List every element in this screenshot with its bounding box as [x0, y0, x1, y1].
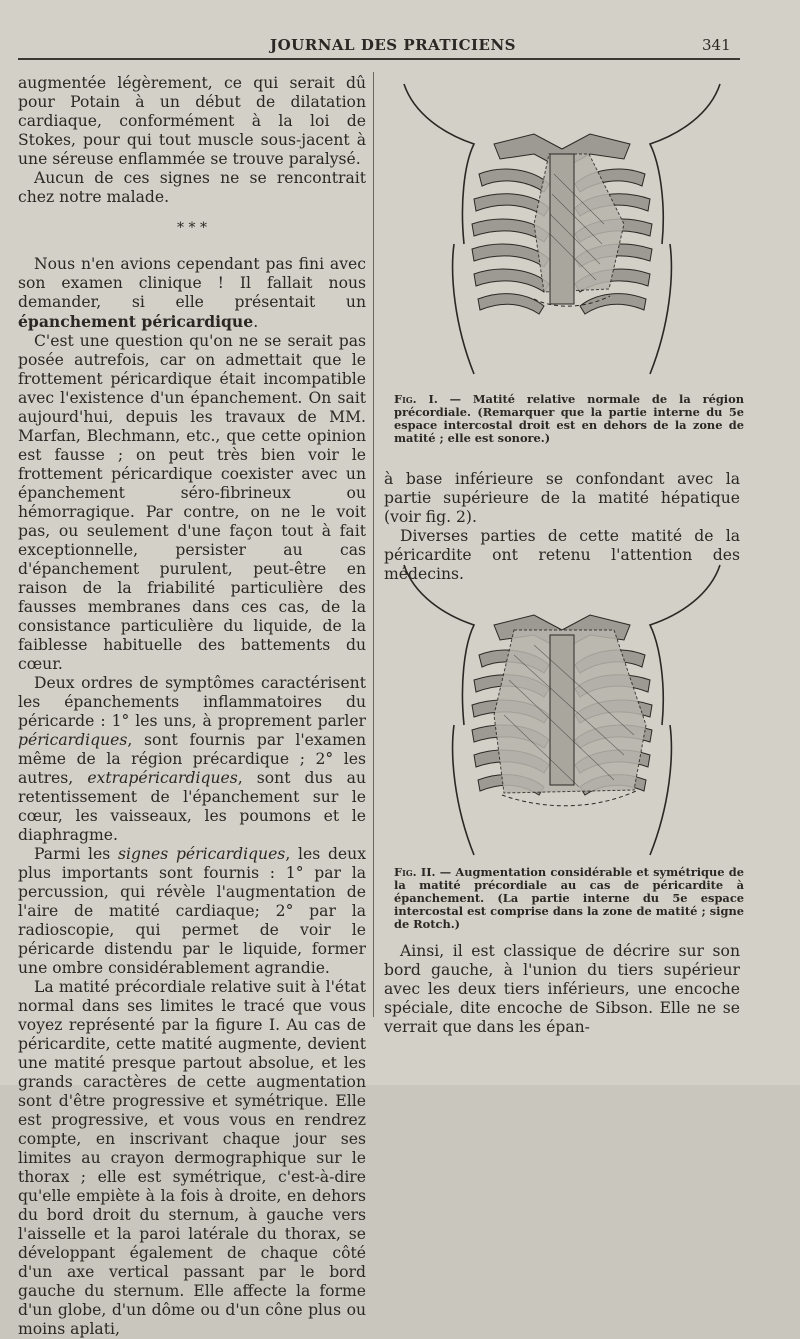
paragraph: Ainsi, il est classique de décrire sur son bord gauche, à l'union du tiers supérieur avec les deux tiers inférieurs, une encoche spéciale, dite encoche de Sibson. Elle ne se verrait que dans les épan-: [384, 942, 740, 1036]
paragraph: Diverses parties de cette matité de la péricardite ont retenu l'attention des médecins.: [384, 527, 740, 583]
paragraph: Aucun de ces signes ne se rencontrait chez notre malade.: [18, 169, 366, 206]
paragraph: Deux ordres de symptômes caractérisent les épanchements inflammatoires du péricarde : 1° les uns, à proprement parler péricardiques, sont fournis par l'examen même de la région précardique ; 2° les autres, extrapéricardiques, sont dus au retentissement de l'épanchement sur le cœur, les vaisseaux, les poumons et le diaphragme.: [18, 674, 366, 844]
header-rule: [18, 58, 740, 60]
bold-term: épanchement péricardique: [18, 312, 254, 331]
figure-label: Fig. I.: [394, 392, 438, 406]
right-column-lower: [384, 942, 740, 1037]
figure-1-caption: Fig. I. — Matité relative normale de la région précordiale. (Remarquer que la partie interne du 5e espace intercostal droit est en dehors de la zone de matité ; elle est sonore.): [394, 392, 744, 445]
paragraph: Parmi les signes péricardiques, les deux plus importants sont fournis : 1° par la percussion, qui révèle l'augmentation de l'aire de matité cardiaque; 2° par la radioscopie, qui permet de voir le péricarde distendu par le liquide, former une ombre considérablement agrandie.: [18, 845, 366, 977]
section-separator: * * *: [177, 220, 207, 236]
journal-title: JOURNAL DES PRATICIENS: [270, 36, 516, 54]
paragraph: augmentée légèrement, ce qui serait dû pour Potain à un début de dilatation cardiaque, conformément à la loi de Stokes, pour qui tout muscle sous-jacent à une séreuse enflammée se trouve paralysé.: [18, 74, 366, 168]
figure-2-caption: Fig. II. — Augmentation considérable et symétrique de la matité précordiale au cas de péricardite à épanchement. (La partie interne du 5e espace intercostal est comprise dans la zone de matité ; signe de Rotch.): [394, 865, 745, 931]
figure-1-thorax-illustration: [384, 74, 740, 386]
italic-term: signes péricardiques: [117, 845, 286, 863]
paragraph: Nous n'en avions cependant pas fini avec son examen clinique ! Il fallait nous demander, si elle présentait un épanchement péricardique.: [18, 255, 366, 331]
italic-term: péricardiques: [18, 731, 128, 749]
italic-term: extrapéricardiques: [87, 769, 238, 787]
column-divider: [373, 72, 374, 1017]
paragraph: C'est une question qu'on ne se serait pas posée autrefois, car on admettait que le frottement péricardique était incompatible avec l'existence d'un épanchement. On sait aujourd'hui, depuis les travaux de MM. Marfan, Blechmann, etc., que cette opinion est fausse ; on peut très bien voir le frottement péricardique coexister avec un épanchement séro-fibrineux ou hémorragique. Par contre, on ne le voit pas, ou seulement d'une façon tout à fait exceptionnelle, persister au cas d'épanchement purulent, peut-être en raison de la friabilité particulière des fausses membranes dans ces cas, de la consistance particulière du liquide, de la faiblesse habituelle des battements du cœur.: [18, 332, 366, 673]
thorax-drawing: [384, 555, 740, 865]
left-column: [18, 74, 366, 1339]
figure-2-thorax-illustration: [384, 555, 740, 865]
paragraph: La matité précordiale relative suit à l'état normal dans ses limites le tracé que vous voyez représenté par la figure I. Au cas de péricardite, cette matité augmente, devient une matité presque partout absolue, et les grands caractères de cette augmentation sont d'être progressive et symétrique. Elle est progressive, et vous vous en rendrez compte, en inscrivant chaque jour ses limites au crayon dermographique sur le thorax ; elle est symétrique, c'est-à-dire qu'elle empiète à la fois à droite, en dehors du bord droit du sternum, à gauche vers l'aisselle et la paroi latérale du thorax, se développant également de chaque côté d'un axe vertical passant par le bord gauche du sternum. Elle affecte la forme d'un globe, d'un dôme ou d'un cône plus ou moins aplati,: [18, 978, 366, 1338]
page-number: 341: [702, 36, 731, 54]
figure-label: Fig. II.: [394, 865, 436, 879]
paragraph: à base inférieure se confondant avec la partie supérieure de la matité hépatique (voir fig. 2).: [384, 470, 740, 526]
running-head: [0, 30, 800, 60]
thorax-drawing: [384, 74, 740, 386]
